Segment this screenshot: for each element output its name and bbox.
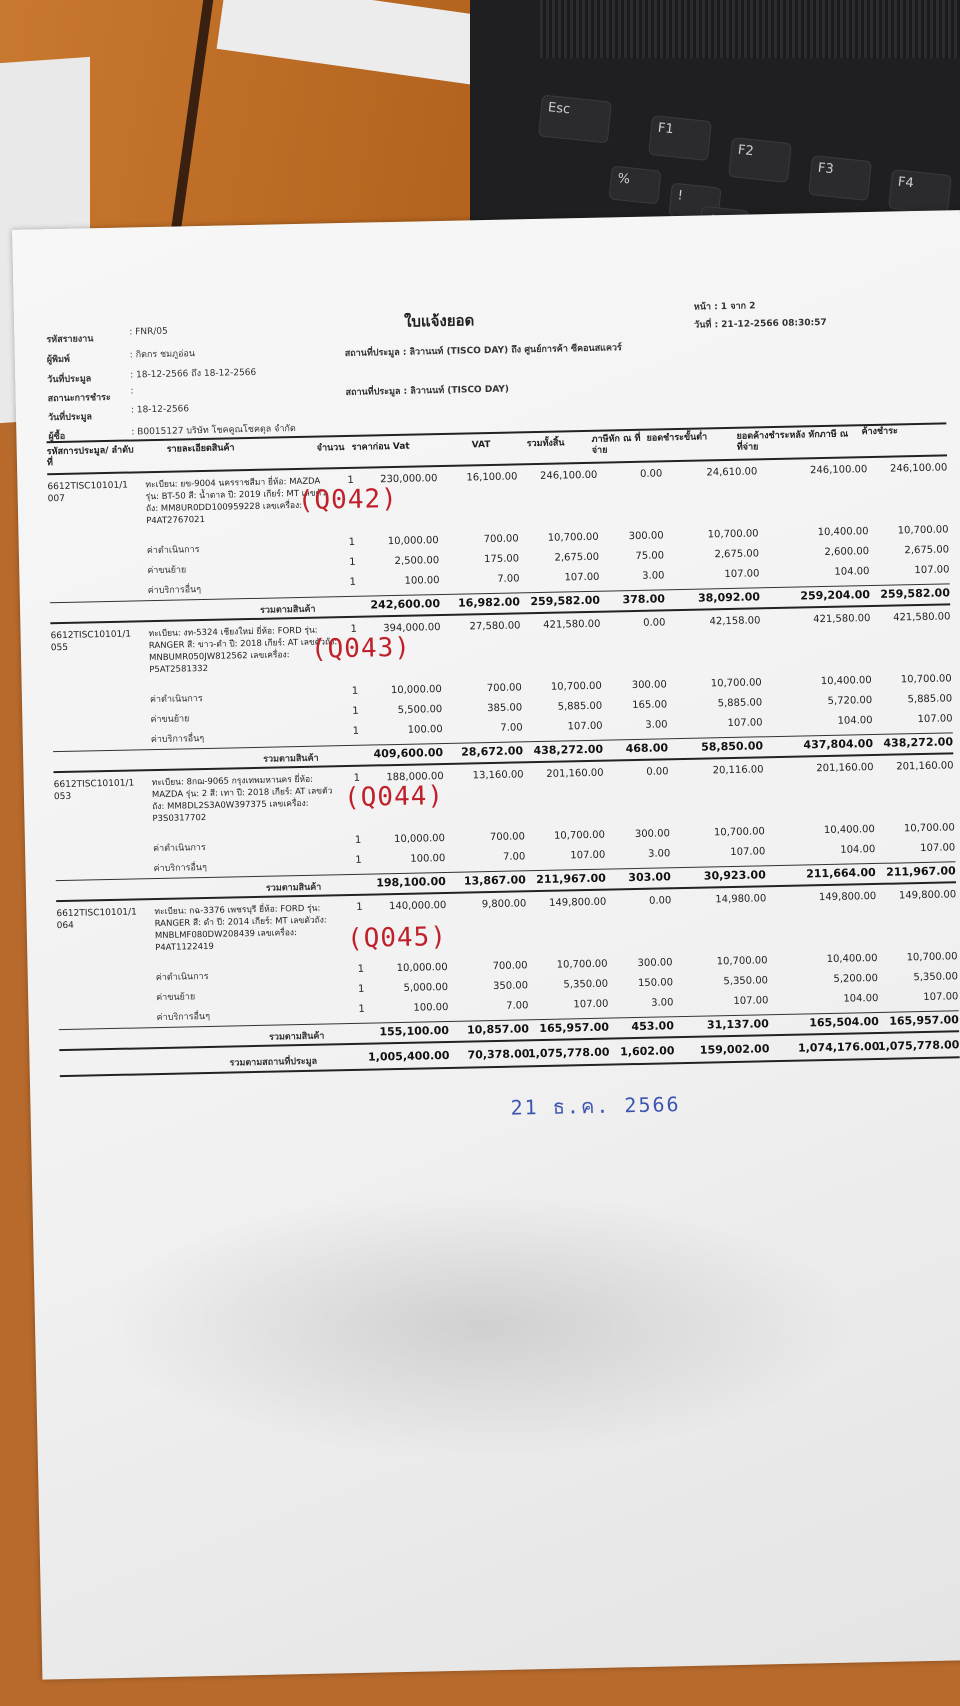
row-value: 421,580.00: [893, 611, 951, 624]
row-value: 10,000.00: [393, 832, 446, 846]
item-description: ทะเบียน: งท-5324 เชียงใหม่ ยี่ห้อ: FORD รุ่น: RANGER สี: ขาว-ดำ ปี: 2018 เกียร์: AT เลขตัวถัง: MNBUMR050JW812562 เลขเครื่อง: P5AT2581332: [148, 625, 338, 676]
column-header: ค้างชำระ: [861, 426, 898, 438]
item-description: ทะเบียน: ยข-9004 นครราชสีมา ยี่ห้อ: MAZDA รุ่น: BT-50 สี: น้ำตาล ปี: 2019 เกียร์: MT เลขตัวถัง: MM8UR0DD100959228 เลขเครื่อง: P4AT2767021: [145, 476, 327, 527]
row-value: 246,100.00: [809, 464, 868, 477]
field-label: ผู้พิมพ์: [46, 354, 71, 366]
row-label: ค่าขนย้าย: [150, 714, 190, 726]
print-date: วันที่ : 21-12-2566 08:30:57: [694, 317, 827, 331]
row-value: 165.00: [632, 699, 668, 712]
row-value: 5,350.00: [563, 978, 609, 991]
row-value: 421,580.00: [543, 618, 601, 631]
row-value: 20,116.00: [712, 764, 764, 777]
row-value: 5,885.00: [717, 697, 763, 710]
row-value: 5,500.00: [397, 704, 443, 716]
field-label: วันที่ประมูล: [47, 412, 93, 424]
row-value: 42,158.00: [709, 615, 761, 628]
auction-code: 6612TISC10101/1 064: [56, 907, 137, 932]
row-qty: 1: [351, 685, 359, 697]
subtotal-value: 38,092.00: [697, 590, 761, 605]
row-value: 5,885.00: [907, 693, 953, 706]
page-number: หน้า : 1 จาก 2: [693, 301, 756, 313]
handwritten-mark: (Q044): [343, 781, 445, 814]
subtotal-value: 211,664.00: [806, 865, 876, 881]
item-description: ทะเบียน: กฉ-3376 เพชรบุรี ยี่ห้อ: FORD รุ่น: RANGER สี: ดำ ปี: 2014 เกียร์: MT เลขตัวถัง: MNBLMF080DW208439 เลขเครื่อง: P4AT1122419: [154, 903, 327, 954]
row-qty: 1: [348, 536, 356, 548]
row-value: 107.00: [733, 995, 769, 1007]
auction-code: 6612TISC10101/1 053: [53, 778, 135, 803]
row-value: 104.00: [837, 715, 873, 727]
row-value: 10,000.00: [387, 535, 439, 548]
row-value: 107.00: [564, 571, 600, 584]
row-value: 201,160.00: [896, 760, 954, 773]
row-value: 100.00: [410, 852, 446, 865]
item-description: ทะเบียน: 8กฌ-9065 กรุงเทพมหานคร ยี่ห้อ: MAZDA รุ่น: 2 สี: เทา ปี: 2018 เกียร์: AT เลขตัวถัง: MM8DL2S3A0W397375 เลขเครื่อง: P3S0317702: [151, 774, 333, 825]
row-qty: 1: [349, 576, 357, 588]
row-value: 140,000.00: [388, 899, 447, 913]
row-value: 188,000.00: [386, 771, 444, 784]
handwritten-mark: (Q042): [297, 483, 399, 516]
column-header: ยอดค้างชำระหลัง หักภาษี ณ ที่จ่าย: [736, 429, 849, 453]
subtotal-value: 409,600.00: [373, 746, 444, 761]
row-value: 10,700.00: [550, 680, 602, 693]
subtotal-value: 438,272.00: [883, 735, 954, 750]
row-value: 107.00: [573, 998, 609, 1011]
row-value: 700.00: [486, 682, 522, 695]
column-header: ยอดชำระขั้นต่ำ: [646, 432, 708, 444]
column-header: VAT: [471, 439, 491, 451]
subtotal-label: รวมตามสินค้า: [268, 1031, 325, 1043]
grand-total-value: 1,075,778.00: [877, 1038, 960, 1053]
row-value: 107.00: [727, 717, 763, 730]
row-qty: 1: [352, 705, 359, 717]
subtotal-value: 30,923.00: [703, 868, 766, 883]
row-value: 10,700.00: [707, 528, 759, 541]
row-label: ค่าบริการอื่นๆ: [147, 585, 202, 597]
subtotal-label: รวมตามสินค้า: [265, 882, 322, 894]
row-label: ค่าดำเนินการ: [152, 843, 206, 855]
column-header: ภาษีหัก ณ ที่จ่าย: [591, 433, 641, 456]
row-value: 230,000.00: [380, 473, 438, 486]
row-qty: 1: [349, 556, 356, 568]
subtotal-value: 10,857.00: [466, 1022, 530, 1037]
column-header: ราคาก่อน Vat: [351, 441, 410, 453]
row-label: ค่าบริการอื่นๆ: [150, 734, 205, 746]
row-value: 107.00: [917, 713, 953, 726]
row-value: 700.00: [483, 533, 519, 546]
row-value: 24,610.00: [706, 466, 758, 479]
field-label: ผู้ซื้อ: [48, 431, 66, 443]
field-label: รหัสรายงาน: [46, 334, 94, 346]
row-value: 5,885.00: [557, 700, 603, 713]
keyboard-key: F3: [808, 155, 872, 201]
row-value: 16,100.00: [466, 471, 518, 484]
row-value: 350.00: [492, 980, 529, 993]
row-value: 10,700.00: [903, 822, 955, 835]
row-value: 100.00: [404, 575, 440, 587]
doc-title: ใบแจ้งยอด: [403, 311, 475, 331]
row-qty: 1: [355, 854, 362, 866]
subtotal-value: 378.00: [622, 592, 666, 607]
row-value: 7.00: [497, 573, 520, 585]
field-label: วันที่ประมูล: [47, 374, 92, 386]
row-qty: 1: [347, 474, 354, 486]
handwritten-mark: (Q043): [310, 632, 412, 665]
row-value: 2,600.00: [824, 546, 870, 558]
row-value: 300.00: [634, 828, 671, 841]
row-value: 10,400.00: [820, 675, 872, 688]
row-value: 107.00: [724, 568, 760, 581]
row-value: 3.00: [647, 848, 671, 860]
row-label: ค่าขนย้าย: [147, 565, 187, 577]
subtotal-value: 31,137.00: [706, 1017, 770, 1032]
grand-total-value: 1,005,400.00: [367, 1048, 450, 1064]
row-value: 149,800.00: [548, 896, 607, 909]
row-value: 3.00: [645, 719, 668, 731]
row-value: 10,700.00: [553, 829, 606, 842]
row-value: 10,400.00: [817, 526, 869, 539]
row-qty: 1: [357, 963, 365, 975]
row-value: 10,400.00: [826, 952, 878, 966]
row-value: 75.00: [635, 550, 665, 562]
row-value: 104.00: [843, 992, 879, 1005]
subtotal-value: 28,672.00: [461, 744, 524, 759]
subtotal-value: 259,204.00: [800, 588, 871, 603]
row-value: 5,720.00: [827, 695, 873, 707]
row-value: 107.00: [567, 720, 603, 733]
row-value: 300.00: [637, 957, 673, 969]
row-value: 3.00: [642, 570, 665, 582]
row-value: 10,700.00: [710, 677, 762, 690]
subtotal-value: 165,504.00: [809, 1014, 880, 1030]
row-value: 201,160.00: [816, 762, 874, 775]
date-stamp: 21 ธ.ค. 2566: [510, 1092, 681, 1120]
subtotal-value: 155,100.00: [379, 1023, 450, 1039]
subtotal-label: รวมตามสินค้า: [260, 604, 316, 616]
row-label: ค่าบริการอื่นๆ: [153, 862, 207, 875]
keyboard-key: F2: [728, 137, 792, 183]
row-value: 394,000.00: [383, 622, 441, 635]
auction-code: 6612TISC10101/1 007: [47, 480, 129, 505]
field-value: : 18-12-2566: [130, 404, 190, 416]
row-value: 201,160.00: [546, 767, 604, 780]
subtotal-label: รวมตามสินค้า: [263, 753, 319, 765]
row-value: 104.00: [834, 566, 870, 578]
column-header: จำนวน: [316, 443, 345, 454]
row-value: 246,100.00: [889, 462, 948, 475]
row-value: 2,675.00: [904, 544, 950, 557]
grand-total-value: 1,075,778.00: [527, 1045, 610, 1061]
row-value: 0.00: [648, 895, 672, 907]
row-value: 300.00: [631, 679, 667, 692]
field-label: สถานะการชำระ: [47, 392, 111, 405]
keyboard-key: %: [608, 165, 661, 204]
row-value: 10,700.00: [897, 524, 949, 537]
grand-total-value: 159,002.00: [699, 1042, 770, 1057]
row-label: ค่าดำเนินการ: [146, 545, 200, 557]
row-value: 149,800.00: [818, 890, 877, 904]
row-label: ค่าดำเนินการ: [149, 694, 203, 706]
row-value: 107.00: [570, 849, 606, 862]
subtotal-value: 242,600.00: [370, 597, 441, 612]
column-header: รหัสการประมูล/ ลำดับที่: [46, 445, 134, 469]
subtotal-value: 303.00: [628, 870, 671, 885]
row-value: 2,500.00: [394, 555, 440, 567]
keyboard-key: F1: [648, 115, 712, 161]
row-value: 10,400.00: [823, 823, 875, 837]
subtotal-value: 259,582.00: [530, 593, 601, 609]
subtotal-value: 198,100.00: [376, 874, 446, 890]
row-value: 10,700.00: [900, 673, 952, 686]
row-value: 246,100.00: [540, 469, 598, 482]
row-value: 385.00: [487, 702, 523, 715]
row-value: 0.00: [646, 766, 669, 778]
row-value: 107.00: [923, 991, 959, 1004]
grand-total-value: 1,074,176.00: [797, 1039, 880, 1055]
grand-total-value: 1,602.00: [620, 1044, 675, 1059]
row-value: 0.00: [639, 468, 663, 480]
row-value: 9,800.00: [481, 898, 527, 911]
row-value: 5,350.00: [723, 975, 769, 988]
row-value: 10,000.00: [390, 684, 442, 697]
location-range: สถานที่ประมูล : ลิวานนท์ (TISCO DAY) ถึง ศูนย์การค้า ซีคอนสแควร์: [344, 343, 622, 359]
subtotal-value: 165,957.00: [539, 1020, 610, 1036]
row-value: 700.00: [489, 831, 526, 844]
row-value: 2,675.00: [554, 551, 600, 564]
row-qty: 1: [354, 834, 362, 846]
row-qty: 1: [356, 901, 363, 913]
subtotal-value: 259,582.00: [880, 586, 951, 601]
field-value: :: [130, 386, 134, 397]
field-value: : B0015127 บริษัท โชคคูณโชคดุล จำกัด: [131, 424, 296, 438]
row-value: 7.00: [506, 1000, 529, 1012]
row-value: 3.00: [651, 997, 674, 1009]
handwritten-mark: (Q045): [346, 921, 448, 955]
column-header: รายละเอียดสินค้า: [166, 443, 235, 455]
row-value: 5,350.00: [913, 971, 959, 984]
field-value: : กิตกร ชมภูอ่อน: [129, 349, 196, 361]
row-value: 100.00: [413, 1001, 449, 1014]
keyboard-key: Esc: [538, 94, 612, 143]
row-value: 5,000.00: [403, 981, 449, 994]
speaker-grille: [540, 0, 960, 58]
row-value: 10,700.00: [713, 826, 765, 839]
field-value: : FNR/05: [129, 326, 168, 338]
row-value: 5,200.00: [833, 972, 879, 985]
row-value: 10,700.00: [716, 955, 768, 968]
row-value: 0.00: [643, 617, 666, 629]
grand-total-label: รวมตามสถานที่ประมูล: [229, 1056, 318, 1069]
row-value: 700.00: [492, 960, 528, 973]
row-qty: 1: [353, 772, 361, 784]
row-value: 107.00: [730, 846, 766, 859]
subtotal-value: 438,272.00: [533, 742, 604, 758]
row-value: 7.00: [500, 722, 523, 734]
subtotal-value: 468.00: [625, 741, 669, 756]
field-value: : 18-12-2566 ถึง 18-12-2566: [130, 367, 257, 381]
row-value: 14,980.00: [715, 893, 767, 906]
subtotal-value: 453.00: [631, 1019, 675, 1034]
row-value: 2,675.00: [714, 548, 760, 561]
row-value: 10,700.00: [906, 951, 958, 964]
hand-shadow: [100, 1190, 860, 1460]
subtotal-value: 16,982.00: [457, 595, 521, 610]
keyboard-key: !: [668, 182, 721, 221]
subtotal-value: 211,967.00: [536, 871, 606, 887]
row-qty: 1: [352, 725, 360, 737]
row-label: ค่าบริการอื่นๆ: [156, 1011, 211, 1024]
row-value: 107.00: [920, 842, 956, 855]
row-qty: 1: [358, 1003, 365, 1015]
row-qty: 1: [357, 983, 365, 995]
keyboard-key: F4: [888, 169, 952, 215]
column-header: รวมทั้งสิ้น: [526, 438, 565, 450]
row-value: 27,580.00: [469, 620, 521, 633]
row-label: ค่าขนย้าย: [156, 992, 196, 1004]
row-value: 7.00: [502, 851, 526, 863]
row-value: 10,700.00: [556, 958, 608, 971]
row-value: 149,800.00: [898, 889, 957, 902]
subtotal-value: 165,957.00: [889, 1013, 959, 1028]
auction-code: 6612TISC10101/1 055: [50, 629, 132, 654]
row-label: ค่าดำเนินการ: [155, 971, 209, 984]
row-value: 175.00: [483, 553, 520, 566]
subtotal-value: 437,804.00: [803, 737, 874, 752]
row-value: 13,160.00: [472, 769, 524, 782]
subtotal-value: 58,850.00: [701, 739, 764, 754]
row-value: 300.00: [628, 530, 664, 543]
row-value: 104.00: [840, 843, 876, 856]
row-value: 10,000.00: [396, 961, 448, 975]
location: สถานที่ประมูล : ลิวานนท์ (TISCO DAY): [345, 384, 510, 398]
row-value: 421,580.00: [813, 613, 871, 626]
row-value: 107.00: [914, 564, 950, 577]
row-value: 10,700.00: [547, 531, 599, 544]
subtotal-value: 13,867.00: [463, 873, 526, 888]
subtotal-value: 211,967.00: [886, 864, 956, 879]
grand-total-value: 70,378.00: [467, 1047, 530, 1062]
row-value: 150.00: [637, 977, 674, 989]
row-qty: 1: [350, 623, 358, 635]
row-value: 100.00: [407, 724, 443, 736]
